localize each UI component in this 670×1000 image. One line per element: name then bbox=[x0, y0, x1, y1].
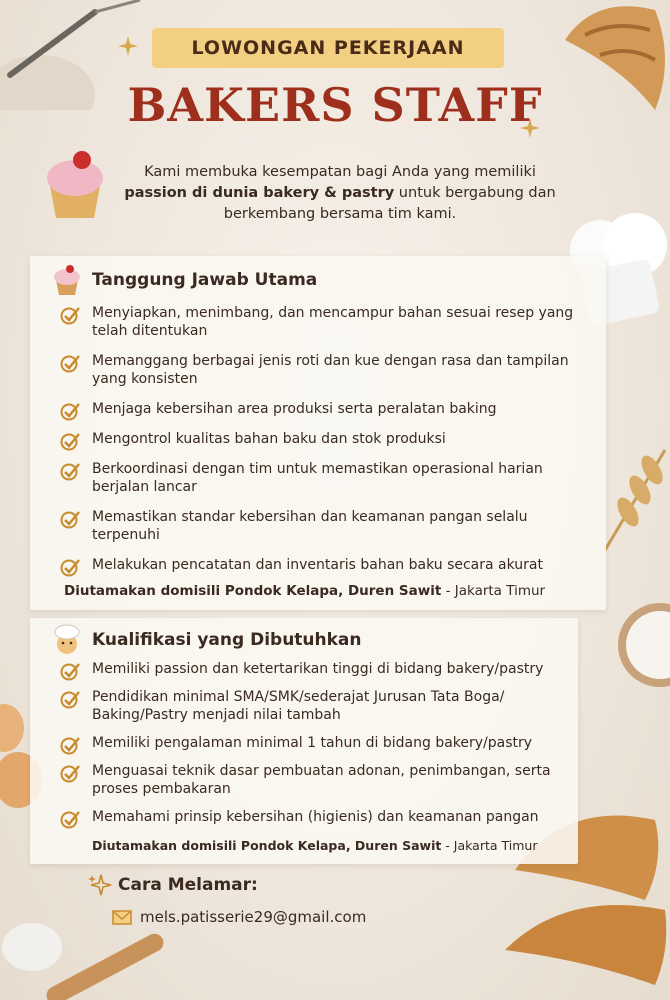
list-item: Mengontrol kualitas bahan baku dan stok produksi bbox=[60, 430, 580, 448]
intro-line-3: berkembang bersama tim kami. bbox=[223, 206, 457, 222]
check-icon bbox=[60, 401, 80, 421]
qualifications-list bbox=[60, 660, 570, 826]
domicile-note: Diutamakan domisili Pondok Kelapa, Duren Sawit - Jakarta Timur bbox=[92, 838, 538, 853]
check-icon bbox=[60, 735, 80, 755]
wheat-icon bbox=[600, 440, 670, 560]
list-item: Menguasai teknik dasar pembuatan adonan, penimbangan, serta proses pembakaran bbox=[60, 762, 570, 798]
sparkle-decoration-icon bbox=[118, 36, 138, 56]
check-icon bbox=[60, 461, 80, 481]
list-item: Memiliki passion dan ketertarikan tinggi di bidang bakery/pastry bbox=[60, 660, 570, 678]
check-icon bbox=[60, 763, 80, 783]
email-address: mels.patisserie29@gmail.com bbox=[140, 908, 367, 926]
check-icon bbox=[60, 305, 80, 325]
how-to-apply bbox=[88, 874, 366, 926]
list-item: Berkoordinasi dengan tim untuk memastikan operasional harian berjalan lancar bbox=[60, 460, 580, 496]
check-icon bbox=[60, 809, 80, 829]
list-item: Pendidikan minimal SMA/SMK/sederajat Jurusan Tata Boga/ Baking/Pastry menjadi nilai tambah bbox=[60, 688, 570, 724]
list-item: Memahami prinsip kebersihan (higienis) dan keamanan pangan bbox=[60, 808, 570, 826]
responsibilities-card bbox=[30, 256, 606, 610]
list-item: Memastikan standar kebersihan dan keamanan pangan selalu terpenuhi bbox=[60, 508, 580, 544]
flour-bowl-icon bbox=[612, 590, 670, 700]
email-link[interactable] bbox=[112, 908, 366, 926]
list-item: Melakukan pencatatan dan inventaris bahan baku secara akurat bbox=[60, 556, 580, 574]
qualifications-card bbox=[30, 618, 578, 864]
qualifications-title: Kualifikasi yang Dibutuhkan bbox=[92, 630, 362, 650]
qualifications-header bbox=[52, 624, 362, 656]
intro-bold: passion di dunia bakery & pastry bbox=[124, 185, 395, 201]
check-icon bbox=[60, 431, 80, 451]
list-item: Memiliki pengalaman minimal 1 tahun di bidang bakery/pastry bbox=[60, 734, 570, 752]
check-icon bbox=[60, 689, 80, 709]
intro-line-2: untuk bergabung dan bbox=[394, 185, 556, 201]
mail-icon bbox=[112, 910, 132, 925]
check-icon bbox=[60, 661, 80, 681]
intro-text bbox=[110, 162, 570, 225]
cupcake-icon bbox=[52, 264, 82, 296]
job-vacancy-badge: LOWONGAN PEKERJAAN bbox=[152, 28, 504, 68]
chef-icon bbox=[52, 624, 82, 656]
list-item: Menyiapkan, menimbang, dan mencampur bahan sesuai resep yang telah ditentukan bbox=[60, 304, 580, 340]
list-item: Memanggang berbagai jenis roti dan kue dengan rasa dan tampilan yang konsisten bbox=[60, 352, 580, 388]
domicile-note: Diutamakan domisili Pondok Kelapa, Duren Sawit - Jakarta Timur bbox=[64, 583, 546, 599]
responsibilities-title: Tanggung Jawab Utama bbox=[92, 270, 318, 290]
sparkle-icon bbox=[88, 874, 112, 896]
apply-title: Cara Melamar: bbox=[88, 874, 366, 896]
intro-line-1: Kami membuka kesempatan bagi Anda yang memiliki bbox=[144, 164, 536, 180]
cupcake-decoration-icon bbox=[42, 146, 108, 220]
check-icon bbox=[60, 557, 80, 577]
responsibilities-list bbox=[60, 304, 580, 574]
list-item: Menjaga kebersihan area produksi serta peralatan baking bbox=[60, 400, 580, 418]
responsibilities-header bbox=[52, 264, 317, 296]
page-title: BAKERS STAFF bbox=[127, 78, 543, 132]
check-icon bbox=[60, 509, 80, 529]
check-icon bbox=[60, 353, 80, 373]
